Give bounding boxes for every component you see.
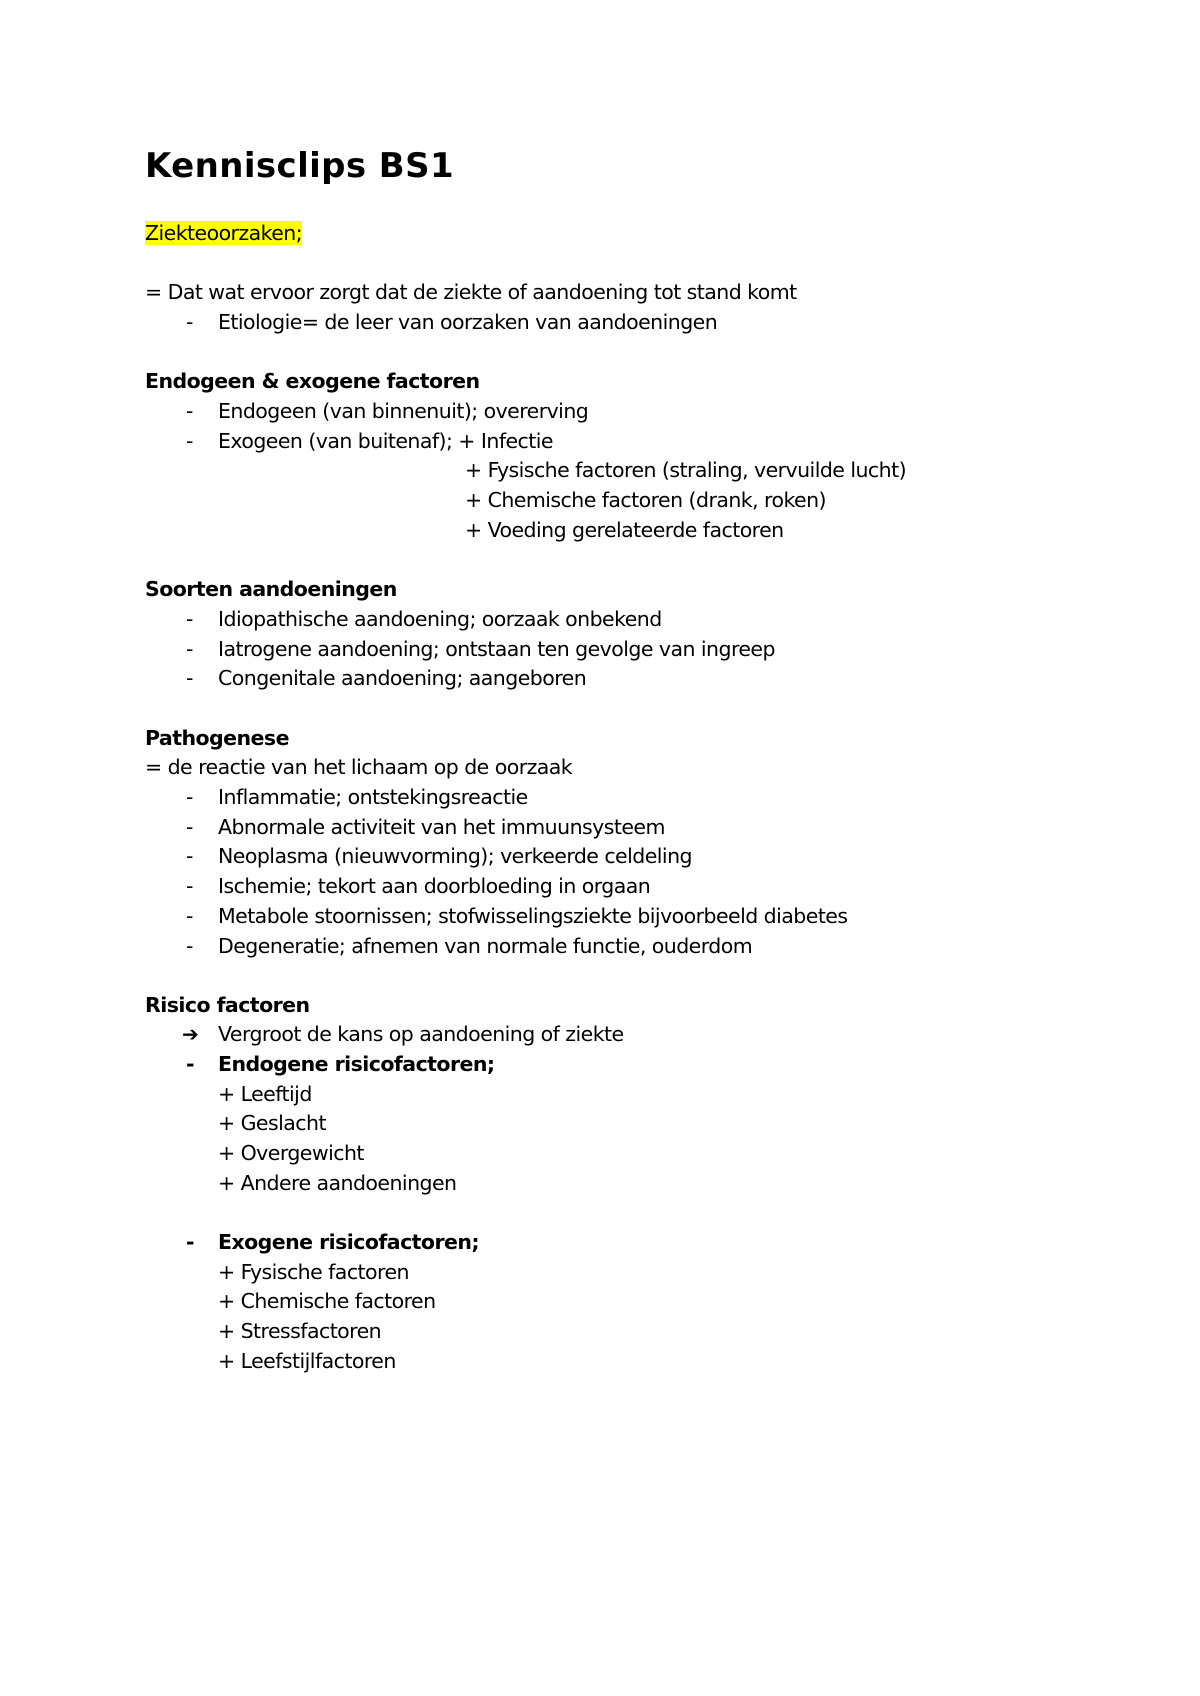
bullet-dash: -: [186, 637, 194, 661]
exogenous-risk-label: Exogene risicofactoren;: [218, 1230, 480, 1254]
list-item: Iatrogene aandoening; ontstaan ten gevolge van ingreep: [218, 637, 775, 661]
bullet-dash: -: [186, 429, 194, 453]
bullet-dash: -: [186, 934, 194, 958]
sub-list-item: + Geslacht: [218, 1111, 326, 1135]
bullet-dash: -: [186, 607, 194, 631]
list-item: Inflammatie; ontstekingsreactie: [218, 785, 528, 809]
document-title: Kennisclips BS1: [145, 146, 455, 186]
sub-list-item: + Stressfactoren: [218, 1319, 382, 1343]
list-item: Ischemie; tekort aan doorbloeding in orgaan: [218, 874, 651, 898]
sub-list-item: + Andere aandoeningen: [218, 1171, 457, 1195]
list-item: Etiologie= de leer van oorzaken van aandoeningen: [218, 310, 718, 334]
section-heading-causes: Ziekteoorzaken;: [145, 221, 303, 245]
causes-definition: = Dat wat ervoor zorgt dat de ziekte of aandoening tot stand komt: [145, 280, 797, 304]
list-item: Congenitale aandoening; aangeboren: [218, 666, 587, 690]
bullet-dash: -: [186, 844, 194, 868]
sub-list-item: + Fysische factoren: [218, 1260, 409, 1284]
sub-list-item: + Voeding gerelateerde factoren: [465, 518, 784, 542]
endogenous-risk-label: Endogene risicofactoren;: [218, 1052, 495, 1076]
bullet-dash: -: [186, 399, 194, 423]
list-item: Exogeen (van buitenaf); + Infectie: [218, 429, 553, 453]
bullet-dash: -: [186, 1052, 195, 1076]
section-heading-pathogenesis: Pathogenese: [145, 726, 289, 750]
section-heading-risk: Risico factoren: [145, 993, 310, 1017]
list-item: Idiopathische aandoening; oorzaak onbekend: [218, 607, 662, 631]
bullet-dash: -: [186, 904, 194, 928]
bullet-dash: -: [186, 815, 194, 839]
arrow-right-icon: ➔: [182, 1022, 199, 1046]
list-item: Neoplasma (nieuwvorming); verkeerde celdeling: [218, 844, 692, 868]
sub-list-item: + Fysische factoren (straling, vervuilde lucht): [465, 458, 907, 482]
bullet-dash: -: [186, 785, 194, 809]
sub-list-item: + Overgewicht: [218, 1141, 364, 1165]
bullet-dash: -: [186, 1230, 195, 1254]
list-item: Endogeen (van binnenuit); overerving: [218, 399, 589, 423]
sub-list-item: + Chemische factoren (drank, roken): [465, 488, 826, 512]
sub-list-item: + Chemische factoren: [218, 1289, 436, 1313]
section-heading-factors: Endogeen & exogene factoren: [145, 369, 480, 393]
bullet-dash: -: [186, 874, 194, 898]
sub-list-item: + Leeftijd: [218, 1082, 312, 1106]
list-item: Metabole stoornissen; stofwisselingsziekte bijvoorbeeld diabetes: [218, 904, 848, 928]
section-heading-types: Soorten aandoeningen: [145, 577, 397, 601]
list-item: Abnormale activiteit van het immuunsysteem: [218, 815, 665, 839]
list-item: Vergroot de kans op aandoening of ziekte: [218, 1022, 624, 1046]
list-item: Degeneratie; afnemen van normale functie, ouderdom: [218, 934, 753, 958]
bullet-dash: -: [186, 310, 194, 334]
sub-list-item: + Leefstijlfactoren: [218, 1349, 396, 1373]
pathogenesis-definition: = de reactie van het lichaam op de oorzaak: [145, 755, 573, 779]
bullet-dash: -: [186, 666, 194, 690]
